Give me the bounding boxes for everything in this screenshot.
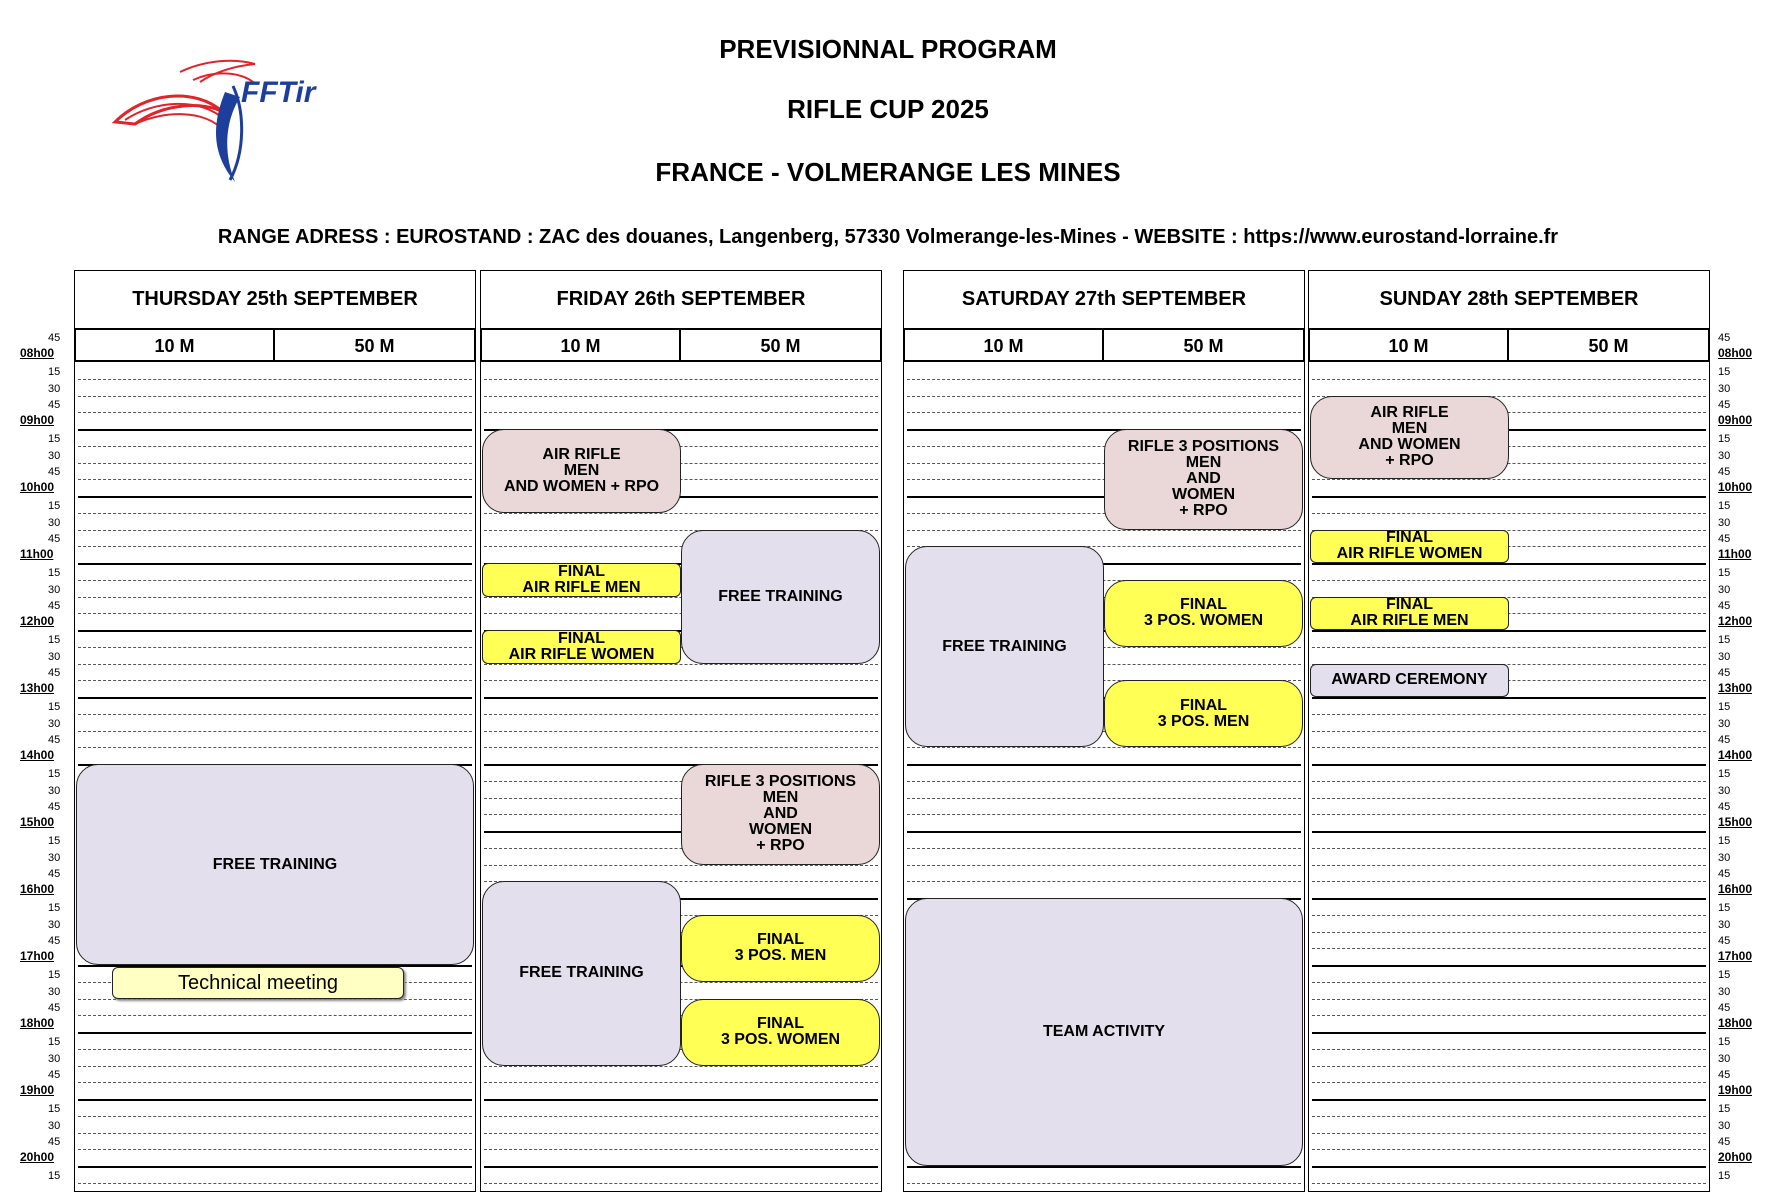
- time-label-start: 45: [48, 332, 61, 344]
- quarter-line: [78, 680, 472, 681]
- quarter-line: [907, 814, 1301, 815]
- time-label-hour: 13h00: [20, 681, 55, 695]
- time-label-quarter: 30: [1718, 650, 1731, 663]
- time-label-quarter: 30: [48, 650, 61, 663]
- time-label-hour: 09h00: [20, 413, 55, 427]
- time-label-quarter: 30: [1718, 784, 1731, 797]
- time-label-hour: 15h00: [20, 815, 55, 829]
- time-label-hour: 20h00: [1718, 1150, 1753, 1164]
- time-label-hour: 08h00: [20, 346, 55, 360]
- time-label-quarter: 45: [1718, 533, 1731, 546]
- schedule-event[interactable]: AWARD CEREMONY: [1310, 664, 1509, 698]
- range-50m-header: 50 M: [679, 328, 882, 362]
- quarter-line: [78, 1049, 472, 1050]
- quarter-line: [78, 747, 472, 748]
- schedule-event[interactable]: FINAL 3 POS. MEN: [1104, 680, 1303, 747]
- time-label-hour: 08h00: [1718, 346, 1753, 360]
- schedule-event[interactable]: FINAL 3 POS. WOMEN: [681, 999, 880, 1066]
- time-label-quarter: 30: [48, 784, 61, 797]
- time-label-quarter: 15: [1718, 499, 1731, 512]
- time-label-quarter: 15: [1718, 1169, 1731, 1182]
- quarter-line: [484, 1116, 878, 1117]
- quarter-line: [484, 1183, 878, 1184]
- quarter-line: [484, 396, 878, 397]
- schedule-event[interactable]: Technical meeting: [112, 967, 404, 999]
- time-label-hour: 19h00: [1718, 1083, 1753, 1097]
- quarter-line: [78, 1015, 472, 1016]
- quarter-line: [907, 1183, 1301, 1184]
- quarter-line: [1312, 1082, 1706, 1083]
- quarter-line: [907, 865, 1301, 866]
- time-label-hour: 09h00: [1718, 413, 1753, 427]
- time-label-quarter: 30: [1718, 1119, 1731, 1132]
- hour-line: [484, 1166, 878, 1168]
- quarter-line: [1312, 1183, 1706, 1184]
- time-label-quarter: 30: [48, 1119, 61, 1132]
- quarter-line: [907, 781, 1301, 782]
- hour-line: [1312, 496, 1706, 498]
- time-label-hour: 19h00: [20, 1083, 55, 1097]
- time-label-quarter: 15: [1718, 365, 1731, 378]
- time-label-quarter: 30: [48, 918, 61, 931]
- quarter-line: [1312, 513, 1706, 514]
- quarter-line: [484, 731, 878, 732]
- hour-line: [1312, 1166, 1706, 1168]
- time-label-hour: 18h00: [20, 1016, 55, 1030]
- time-label-quarter: 15: [48, 700, 61, 713]
- range-10m-header: 10 M: [480, 328, 681, 362]
- time-label-hour: 13h00: [1718, 681, 1753, 695]
- time-label-quarter: 15: [1718, 1035, 1731, 1048]
- hour-line: [78, 1166, 472, 1168]
- range-50m-header: 50 M: [1507, 328, 1710, 362]
- schedule-event[interactable]: AIR RIFLE MEN AND WOMEN + RPO: [482, 429, 681, 513]
- time-label-quarter: 30: [1718, 985, 1731, 998]
- quarter-line: [78, 597, 472, 598]
- day-header: FRIDAY 26th SEPTEMBER: [556, 288, 806, 310]
- quarter-line: [484, 1082, 878, 1083]
- time-label-quarter: 15: [1718, 834, 1731, 847]
- quarter-line: [907, 747, 1301, 748]
- hour-line: [78, 563, 472, 565]
- quarter-line: [78, 463, 472, 464]
- time-label-quarter: 45: [48, 667, 61, 680]
- quarter-line: [484, 513, 878, 514]
- time-label-quarter: 45: [48, 600, 61, 613]
- time-label-quarter: 30: [48, 851, 61, 864]
- quarter-line: [78, 647, 472, 648]
- hour-line: [1312, 764, 1706, 766]
- hour-line: [1312, 965, 1706, 967]
- time-label-quarter: 30: [1718, 516, 1731, 529]
- time-label-quarter: 15: [1718, 1102, 1731, 1115]
- time-label-quarter: 30: [1718, 382, 1731, 395]
- hour-line: [78, 496, 472, 498]
- quarter-line: [1312, 848, 1706, 849]
- time-label-quarter: 15: [48, 767, 61, 780]
- hour-line: [1312, 831, 1706, 833]
- time-label-quarter: 30: [48, 382, 61, 395]
- time-label-hour: 11h00: [1718, 547, 1752, 561]
- quarter-line: [1312, 982, 1706, 983]
- quarter-line: [1312, 915, 1706, 916]
- quarter-line: [484, 664, 878, 665]
- hour-line: [1312, 1099, 1706, 1101]
- time-label-quarter: 15: [48, 1102, 61, 1115]
- quarter-line: [1312, 479, 1706, 480]
- time-label-quarter: 45: [48, 1002, 61, 1015]
- quarter-line: [907, 881, 1301, 882]
- quarter-line: [78, 530, 472, 531]
- time-label-quarter: 30: [48, 583, 61, 596]
- quarter-line: [78, 1183, 472, 1184]
- schedule-event[interactable]: FREE TRAINING: [76, 764, 474, 965]
- quarter-line: [907, 412, 1301, 413]
- time-label-quarter: 45: [1718, 600, 1731, 613]
- quarter-line: [1312, 1049, 1706, 1050]
- quarter-line: [1312, 647, 1706, 648]
- range-50m-header: 50 M: [273, 328, 476, 362]
- time-label-quarter: 15: [48, 1035, 61, 1048]
- time-label-quarter: 45: [1718, 801, 1731, 814]
- time-label-hour: 17h00: [20, 949, 55, 963]
- time-label-hour: 12h00: [1718, 614, 1753, 628]
- hour-line: [78, 1099, 472, 1101]
- schedule-event[interactable]: FINAL 3 POS. MEN: [681, 915, 880, 982]
- quarter-line: [484, 1149, 878, 1150]
- time-label-start: 45: [1718, 332, 1731, 344]
- quarter-line: [1312, 999, 1706, 1000]
- quarter-line: [484, 1133, 878, 1134]
- time-label-quarter: 15: [48, 499, 61, 512]
- schedule-event[interactable]: RIFLE 3 POSITIONS MEN AND WOMEN + RPO: [1104, 429, 1303, 530]
- quarter-line: [1312, 1066, 1706, 1067]
- quarter-line: [907, 396, 1301, 397]
- hour-line: [484, 697, 878, 699]
- quarter-line: [1312, 932, 1706, 933]
- hour-line: [1312, 630, 1706, 632]
- time-label-quarter: 45: [1718, 868, 1731, 881]
- quarter-line: [78, 396, 472, 397]
- time-label-hour: 14h00: [1718, 748, 1753, 762]
- time-label-quarter: 45: [1718, 734, 1731, 747]
- quarter-line: [78, 446, 472, 447]
- quarter-line: [1312, 798, 1706, 799]
- time-label-quarter: 15: [1718, 901, 1731, 914]
- quarter-line: [78, 714, 472, 715]
- time-label-quarter: 45: [48, 533, 61, 546]
- quarter-line: [78, 1082, 472, 1083]
- hour-line: [907, 764, 1301, 766]
- quarter-line: [78, 479, 472, 480]
- time-label-quarter: 45: [48, 466, 61, 479]
- time-label-quarter: 45: [48, 1136, 61, 1149]
- page-title: PREVISIONNAL PROGRAM: [719, 34, 1057, 64]
- time-label-quarter: 30: [1718, 918, 1731, 931]
- time-label-hour: 18h00: [1718, 1016, 1753, 1030]
- quarter-line: [78, 1066, 472, 1067]
- time-label-quarter: 15: [48, 365, 61, 378]
- schedule-event[interactable]: RIFLE 3 POSITIONS MEN AND WOMEN + RPO: [681, 764, 880, 865]
- quarter-line: [1312, 379, 1706, 380]
- quarter-line: [78, 1116, 472, 1117]
- quarter-line: [1312, 1015, 1706, 1016]
- quarter-line: [484, 865, 878, 866]
- hour-line: [78, 429, 472, 431]
- schedule-event[interactable]: FINAL AIR RIFLE WOMEN: [1310, 530, 1509, 564]
- quarter-line: [78, 513, 472, 514]
- time-label-quarter: 15: [1718, 566, 1731, 579]
- logo-ff-letters: FFTir: [241, 76, 316, 109]
- time-label-quarter: 15: [1718, 968, 1731, 981]
- quarter-line: [78, 613, 472, 614]
- quarter-line: [1312, 731, 1706, 732]
- quarter-line: [1312, 580, 1706, 581]
- time-label-quarter: 45: [48, 1069, 61, 1082]
- quarter-line: [78, 664, 472, 665]
- day-header: SATURDAY 27th SEPTEMBER: [961, 288, 1247, 310]
- schedule-event[interactable]: FINAL AIR RIFLE WOMEN: [482, 630, 681, 664]
- schedule-event[interactable]: AIR RIFLE MEN AND WOMEN + RPO: [1310, 396, 1509, 480]
- schedule-event[interactable]: FINAL AIR RIFLE MEN: [1310, 597, 1509, 631]
- time-label-quarter: 15: [48, 566, 61, 579]
- event-location: FRANCE - VOLMERANGE LES MINES: [655, 157, 1121, 187]
- hour-line: [907, 1166, 1301, 1168]
- quarter-line: [78, 1133, 472, 1134]
- time-label-hour: 10h00: [20, 480, 55, 494]
- time-label-quarter: 45: [1718, 466, 1731, 479]
- time-label-quarter: 30: [1718, 449, 1731, 462]
- time-label-quarter: 15: [1718, 700, 1731, 713]
- quarter-line: [484, 1066, 878, 1067]
- quarter-line: [78, 731, 472, 732]
- quarter-line: [1312, 881, 1706, 882]
- hour-line: [1312, 563, 1706, 565]
- time-label-hour: 17h00: [1718, 949, 1753, 963]
- time-label-quarter: 30: [48, 717, 61, 730]
- time-label-quarter: 30: [1718, 851, 1731, 864]
- time-label-hour: 20h00: [20, 1150, 55, 1164]
- time-label-quarter: 15: [1718, 432, 1731, 445]
- time-label-quarter: 30: [48, 1052, 61, 1065]
- quarter-line: [907, 530, 1301, 531]
- range-10m-header: 10 M: [1308, 328, 1509, 362]
- time-label-quarter: 45: [1718, 1136, 1731, 1149]
- schedule-event[interactable]: FINAL 3 POS. WOMEN: [1104, 580, 1303, 647]
- schedule-event[interactable]: FINAL AIR RIFLE MEN: [482, 563, 681, 597]
- quarter-line: [1312, 714, 1706, 715]
- quarter-line: [484, 680, 878, 681]
- hour-line: [78, 1032, 472, 1034]
- hour-line: [1312, 898, 1706, 900]
- time-label-hour: 12h00: [20, 614, 55, 628]
- quarter-line: [1312, 747, 1706, 748]
- time-label-quarter: 45: [1718, 399, 1731, 412]
- time-label-quarter: 45: [48, 868, 61, 881]
- range-address: RANGE ADRESS : EUROSTAND : ZAC des douanes, Langenberg, 57330 Volmerange-les-Mines - WEBSITE : https://www.eurostand-lorraine.fr: [217, 226, 1559, 248]
- time-label-hour: 10h00: [1718, 480, 1753, 494]
- time-label-quarter: 45: [1718, 935, 1731, 948]
- quarter-line: [1312, 814, 1706, 815]
- event-title: RIFLE CUP 2025: [787, 94, 989, 124]
- time-label-quarter: 45: [1718, 1002, 1731, 1015]
- time-label-hour: 16h00: [1718, 882, 1753, 896]
- quarter-line: [484, 412, 878, 413]
- time-label-quarter: 45: [48, 801, 61, 814]
- time-label-quarter: 15: [1718, 767, 1731, 780]
- quarter-line: [907, 848, 1301, 849]
- hour-line: [484, 1099, 878, 1101]
- quarter-line: [78, 1149, 472, 1150]
- time-label-quarter: 30: [48, 985, 61, 998]
- hour-line: [1312, 697, 1706, 699]
- quarter-line: [1312, 1133, 1706, 1134]
- time-label-hour: 15h00: [1718, 815, 1753, 829]
- time-label-quarter: 15: [1718, 633, 1731, 646]
- quarter-line: [484, 747, 878, 748]
- hour-line: [78, 630, 472, 632]
- quarter-line: [484, 714, 878, 715]
- time-label-quarter: 15: [48, 968, 61, 981]
- day-header: THURSDAY 25th SEPTEMBER: [132, 288, 418, 310]
- time-label-hour: 16h00: [20, 882, 55, 896]
- time-label-quarter: 30: [48, 449, 61, 462]
- quarter-line: [1312, 1149, 1706, 1150]
- quarter-line: [78, 580, 472, 581]
- time-label-hour: 14h00: [20, 748, 55, 762]
- quarter-line: [78, 379, 472, 380]
- quarter-line: [907, 379, 1301, 380]
- day-header: SUNDAY 28th SEPTEMBER: [1379, 288, 1639, 310]
- time-label-quarter: 30: [48, 516, 61, 529]
- range-10m-header: 10 M: [903, 328, 1104, 362]
- schedule-event[interactable]: FREE TRAINING: [905, 546, 1104, 747]
- time-label-quarter: 45: [1718, 667, 1731, 680]
- time-label-quarter: 45: [48, 935, 61, 948]
- time-label-quarter: 45: [1718, 1069, 1731, 1082]
- quarter-line: [907, 798, 1301, 799]
- quarter-line: [1312, 1116, 1706, 1117]
- time-label-quarter: 30: [1718, 583, 1731, 596]
- quarter-line: [78, 412, 472, 413]
- hour-line: [78, 697, 472, 699]
- quarter-line: [1312, 865, 1706, 866]
- schedule-event[interactable]: TEAM ACTIVITY: [905, 898, 1303, 1166]
- time-label-quarter: 15: [48, 901, 61, 914]
- quarter-line: [1312, 781, 1706, 782]
- quarter-line: [1312, 948, 1706, 949]
- quarter-line: [78, 546, 472, 547]
- hour-line: [1312, 1032, 1706, 1034]
- time-label-quarter: 15: [48, 1169, 61, 1182]
- time-label-quarter: 15: [48, 834, 61, 847]
- time-label-quarter: 15: [48, 432, 61, 445]
- time-label-quarter: 30: [1718, 717, 1731, 730]
- hour-line: [907, 831, 1301, 833]
- range-50m-header: 50 M: [1102, 328, 1305, 362]
- time-label-quarter: 45: [48, 734, 61, 747]
- time-label-quarter: 30: [1718, 1052, 1731, 1065]
- time-label-quarter: 45: [48, 399, 61, 412]
- time-label-quarter: 15: [48, 633, 61, 646]
- quarter-line: [484, 379, 878, 380]
- schedule-event[interactable]: FREE TRAINING: [681, 530, 880, 664]
- time-label-hour: 11h00: [20, 547, 54, 561]
- schedule-event[interactable]: FREE TRAINING: [482, 881, 681, 1065]
- range-10m-header: 10 M: [74, 328, 275, 362]
